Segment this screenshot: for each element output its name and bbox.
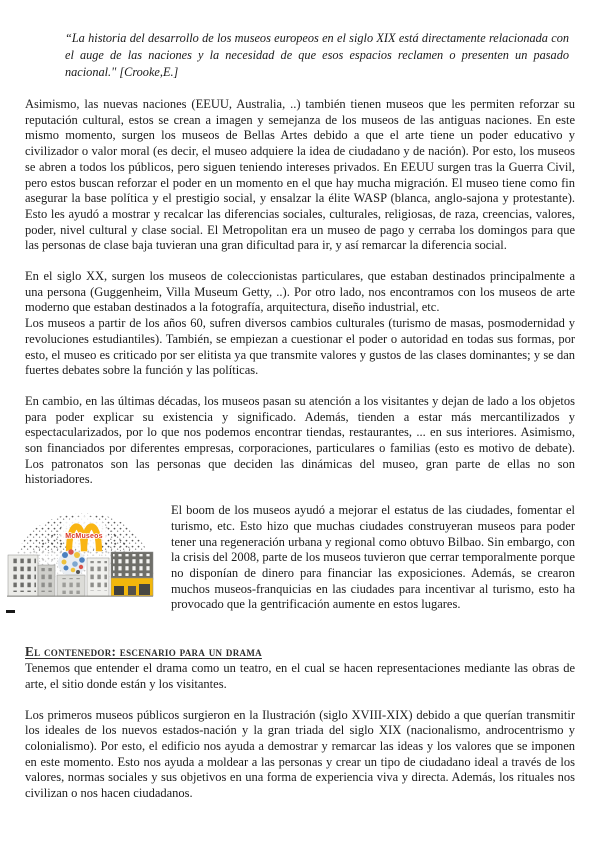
museum-collage-image	[5, 509, 158, 606]
paragraph-new-nations: Asimismo, las nuevas naciones (EEUU, Australia, ..) también tienen museos que les permiten reforzar su reputación cultural, estos se crean a imagen y semejanza de los museos de las antiguas naciones. En este mismo momento, surgen los museos de Bellas Artes debido a que el arte tiene un poder educativo y civilizador o valor moral (es decir, el museo adquiere la idea de ciudadano y de nación). Por esto, los museos se abren a todos los públicos, pero siguen teniendo intereses privados. En EEUU surgen tras la Guerra Civil, pero estos buscan reforzar el poder en un momento en el que hay mucha migración. El museo tiene como fin asegurar la base política y el prestigio social, y ensalzar la élite WASP (blanca, anglo-sajona y protestante). Esto les ayudó a mostrar y recalcar las diferencias sociales, culturales, religiosas, de raza, creencias, valores, poder, nivel cultural y clase social. El Metropolitan era un museo de pago y cerraba los domingos para que las personas de clase baja tuvieran una gran dificultad para ir, y así remarcar la diferencia social.	[25, 97, 575, 253]
section-heading: El contenedor: escenario para un drama	[25, 644, 262, 660]
epigraph-quote: “La historia del desarrollo de los museos europeos en el siglo XIX está directamente relacionada con el auge de las naciones y la necesidad de que esos espacios reclamen o presenten un pasado nacional." [Crooke,E.]	[65, 31, 569, 79]
paragraph-20th-century: En el siglo XX, surgen los museos de coleccionistas particulares, que estaban destinados principalmente a una persona (Guggenheim, Villa Museum Getty, ..). Por otro lado, nos encontramos con los museos de arte moderno que estaban destinados a la fotografía, arquitectura, diseño industrial, etc.	[25, 269, 575, 315]
museum-boom-block	[25, 503, 575, 628]
paragraph-first-public-museums: Los primeros museos públicos surgieron en la Ilustración (siglo XVIII-XIX) debido a que querían transmitir los ideales de los nuevos estados-nación y la gran triada del siglo XIX (nacionalismo, androcentrismo y colonialismo). Por esto, el edificio nos ayuda a demostrar y remarcar las ideas y los valores que se imponen en este momento. Esto nos ayuda a moldear a las personas y crear un tipo de ciudadano ideal a través de los valores, normas sociales y sus objetivos en una forma de experiencia viva y directa. Además, los rituales nos civilizan o nos hacen ciudadanos.	[25, 707, 575, 801]
paragraph-last-decades: En cambio, en las últimas décadas, los museos pasan su atención a los visitantes y dejan de lado a los objetos para poder explicar su existencia y significado. Además, tienden a estar más mercantilizados y espectacularizados, por lo que nos podemos encontrar tiendas, restaurantes, ... en sus interiores. Asimismo, son financiados por diferentes empresas, corporaciones, particulares o familias (esto es motivo de debate). Los patronatos son las personas que deciden las dinámicas del museo, gran parte de ellas no son historiadores.	[25, 393, 575, 487]
figure-dash	[6, 610, 15, 613]
paragraph-museum-boom: El boom de los museos ayudó a mejorar el estatus de las ciudades, fomentar el turismo, etc. Esto hizo que muchas ciudades construyeran museos para poder tener una regeneración urbana y regional como obtuvo Bilbao. Sin embargo, con la crisis del 2008, parte de los museos tuvieron que cerrar temporalmente porque no disponían de dinero para financiar las exposiciones. Además, se crearon muchos museos-franquicias en las ciudades para incentivar al turismo, esto ha provocado que la gentrificación aumente en estos lugares.	[171, 503, 575, 612]
paragraph-drama-theatre: Tenemos que entender el drama como un teatro, en el cual se hacen representaciones mediante las obras de arte, el sitio donde están y los visitantes.	[25, 661, 575, 691]
mcmuseos-label: McMuseos	[65, 533, 103, 541]
ground-line	[7, 596, 153, 597]
mcmuseos-collage-figure	[5, 509, 158, 613]
paragraph-years-60: Los museos a partir de los años 60, sufren diversos cambios culturales (turismo de masas, posmodernidad y revoluciones estudiantiles). También, se empiezan a cuestionar el poder o autoridad en todas sus formas, por esto, el museo es criticado por ser elitista ya que transmite valores y gustos de las clases dominantes; y se dan fuertes debates sobre la función y las políticas.	[25, 316, 575, 378]
